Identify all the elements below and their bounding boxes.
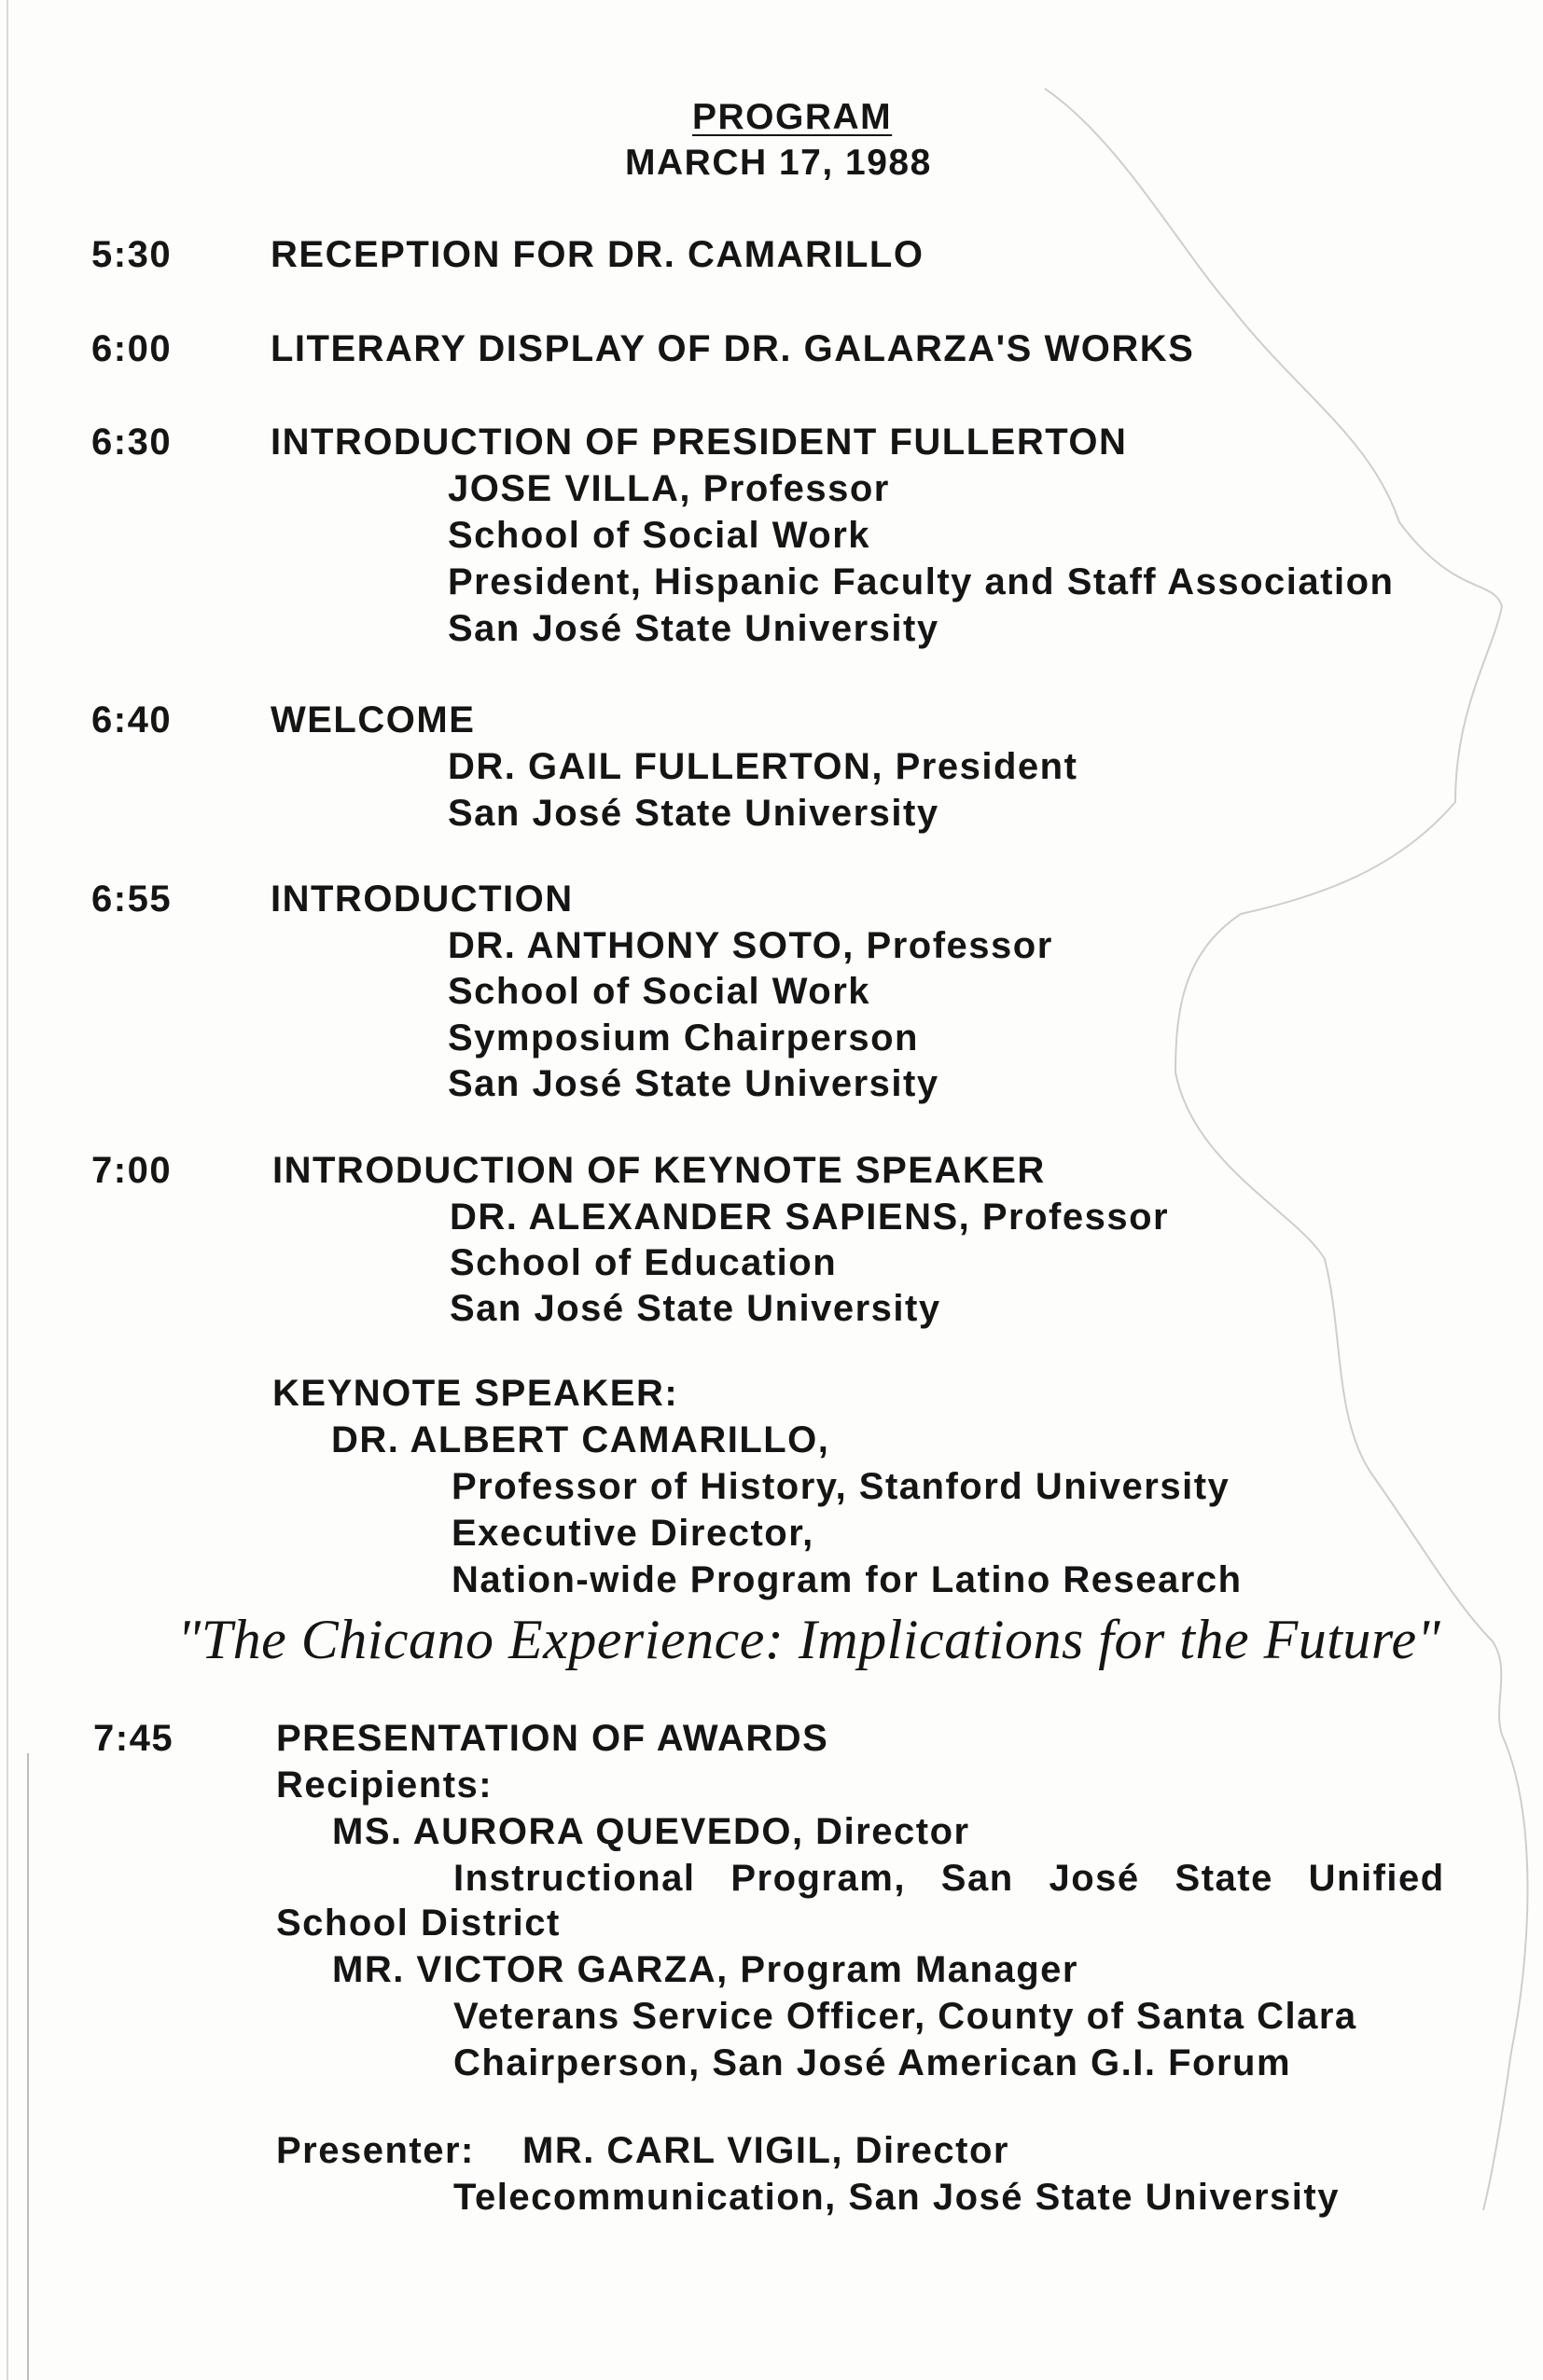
recipient-name: MS. AURORA QUEVEDO, Director xyxy=(332,1811,970,1852)
event-detail: DR. GAIL FULLERTON, President xyxy=(448,746,1078,787)
presenter-name: MR. CARL VIGIL, Director xyxy=(522,2130,1009,2171)
keynote-label: KEYNOTE SPEAKER: xyxy=(272,1373,679,1414)
recipient-detail: School District xyxy=(276,1903,561,1944)
event-title: INTRODUCTION OF KEYNOTE SPEAKER xyxy=(272,1150,1046,1191)
recipient-detail: Chairperson, San José American G.I. Forum xyxy=(453,2042,1292,2083)
keynote-detail: Nation-wide Program for Latino Research xyxy=(452,1559,1243,1600)
time-label: 6:30 xyxy=(91,422,173,463)
recipient-detail: Veterans Service Officer, County of Santa Clara xyxy=(453,1996,1357,2037)
event-title: LITERARY DISPLAY OF DR. GALARZA'S WORKS xyxy=(271,328,1195,369)
time-label: 6:00 xyxy=(91,328,173,369)
time-label: 6:40 xyxy=(91,699,173,740)
keynote-talk-title: "The Chicano Experience: Implications for the Future" xyxy=(177,1609,1441,1670)
event-title: INTRODUCTION xyxy=(271,879,574,920)
event-detail: School of Social Work xyxy=(448,971,871,1012)
event-title: INTRODUCTION OF PRESIDENT FULLERTON xyxy=(271,422,1128,463)
event-title: WELCOME xyxy=(271,699,476,740)
keynote-detail: Executive Director, xyxy=(452,1513,814,1554)
keynote-detail: Professor of History, Stanford University xyxy=(452,1466,1230,1507)
program-title: PROGRAM xyxy=(692,97,893,137)
event-title: RECEPTION FOR DR. CAMARILLO xyxy=(271,234,924,275)
event-detail: Symposium Chairperson xyxy=(448,1017,919,1059)
event-detail: San José State University xyxy=(448,608,939,649)
presenter-detail: Telecommunication, San José State University xyxy=(453,2177,1340,2218)
time-label: 7:00 xyxy=(91,1150,173,1191)
event-detail: School of Education xyxy=(450,1242,838,1283)
event-detail: DR. ALEXANDER SAPIENS, Professor xyxy=(450,1197,1170,1238)
event-title: PRESENTATION OF AWARDS xyxy=(276,1718,829,1759)
event-detail: School of Social Work xyxy=(448,515,871,556)
event-detail: DR. ANTHONY SOTO, Professor xyxy=(448,925,1053,966)
event-detail: San José State University xyxy=(448,1063,939,1104)
keynote-speaker-name: DR. ALBERT CAMARILLO, xyxy=(331,1419,830,1460)
recipient-name: MR. VICTOR GARZA, Program Manager xyxy=(332,1949,1078,1990)
program-date: MARCH 17, 1988 xyxy=(625,143,932,183)
event-detail: San José State University xyxy=(450,1288,941,1329)
time-label: 6:55 xyxy=(91,879,173,920)
time-label: 5:30 xyxy=(91,234,173,275)
event-detail: San José State University xyxy=(448,793,939,834)
event-detail: JOSE VILLA, Professor xyxy=(448,468,890,509)
presenter-label: Presenter: xyxy=(276,2130,475,2171)
recipient-detail: Instructional Program, San José State Unified xyxy=(453,1858,1445,1899)
event-detail: President, Hispanic Faculty and Staff Association xyxy=(448,561,1395,602)
recipients-label: Recipients: xyxy=(276,1764,493,1806)
time-label: 7:45 xyxy=(93,1718,174,1759)
